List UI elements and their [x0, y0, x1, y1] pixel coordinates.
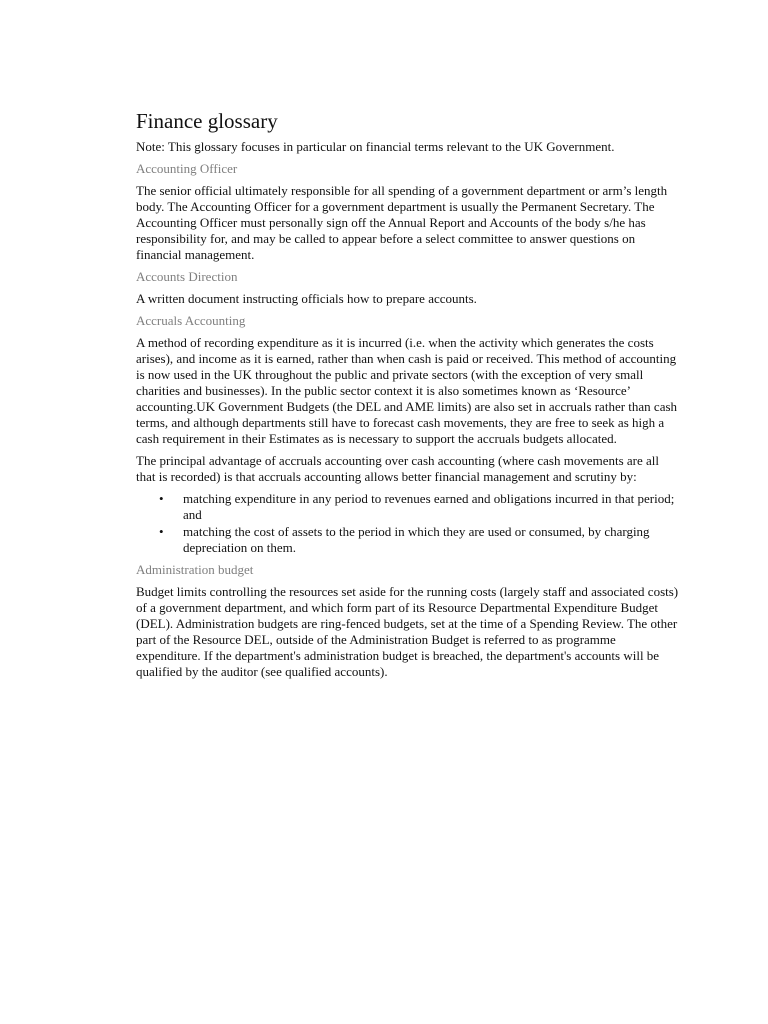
glossary-term: Administration budget: [136, 562, 254, 577]
glossary-definition: The senior official ultimately responsible for all spending of a government department or arm’s length body. The Accounting Officer for a government department is usually the Permanent Secretary. The Accounting Officer must personally sign off the Annual Report and Accounts of the body s/he has responsibility for, and may be called to appear before a select committee to answer questions on financial management.: [136, 183, 668, 262]
glossary-definition: The principal advantage of accruals accounting over cash accounting (where cash movements are all that is recorded) is that accruals accounting allows better financial management and scrutiny by:: [136, 453, 660, 484]
glossary-note: Note: This glossary focuses in particular on financial terms relevant to the UK Government.: [136, 139, 615, 154]
glossary-term: Accounting Officer: [136, 161, 238, 176]
glossary-entry-accounting-officer: [136, 161, 681, 263]
list-item: [136, 491, 681, 523]
bullet-icon: •: [159, 524, 164, 539]
list-item-text: matching the cost of assets to the period in which they are used or consumed, by charging depreciation on them.: [183, 524, 650, 555]
glossary-entry-accruals-accounting: [136, 313, 681, 556]
glossary-term: Accruals Accounting: [136, 313, 246, 328]
glossary-definition: Budget limits controlling the resources set aside for the running costs (largely staff and associated costs) of a government department, and which form part of its Resource Departmental Expenditure Budget (DEL). Administration budgets are ring-fenced budgets, set at the time of a Spending Review. The other part of the Resource DEL, outside of the Administration Budget is referred to as programme expenditure. If the department's administration budget is breached, the department's accounts will be qualified by the auditor (see qualified accounts).: [136, 584, 679, 679]
glossary-term: Accounts Direction: [136, 269, 238, 284]
glossary-definition: A written document instructing officials how to prepare accounts.: [136, 291, 477, 306]
bullet-list: [136, 491, 681, 556]
glossary-definition: A method of recording expenditure as it is incurred (i.e. when the activity which generates the costs arises), and income as it is earned, rather than when cash is paid or received. This method of accounting is now used in the UK throughout the public and private sectors (with the exception of very small charities and businesses). In the public sector context it is also sometimes known as ‘Resource’ accounting.UK Government Budgets (the DEL and AME limits) are also set in accruals rather than cash terms, and although departments still have to forecast cash movements, they are free to seek as high a cash requirement in their Estimates as is necessary to support the accruals budgets allocated.: [136, 335, 678, 446]
list-item: [136, 524, 681, 556]
glossary-entry-accounts-direction: [136, 269, 681, 307]
page-title: Finance glossary: [136, 109, 278, 133]
bullet-icon: •: [159, 491, 164, 506]
document-page: [136, 109, 681, 686]
glossary-entry-administration-budget: [136, 562, 681, 680]
list-item-text: matching expenditure in any period to revenues earned and obligations incurred in that period; and: [183, 491, 675, 522]
